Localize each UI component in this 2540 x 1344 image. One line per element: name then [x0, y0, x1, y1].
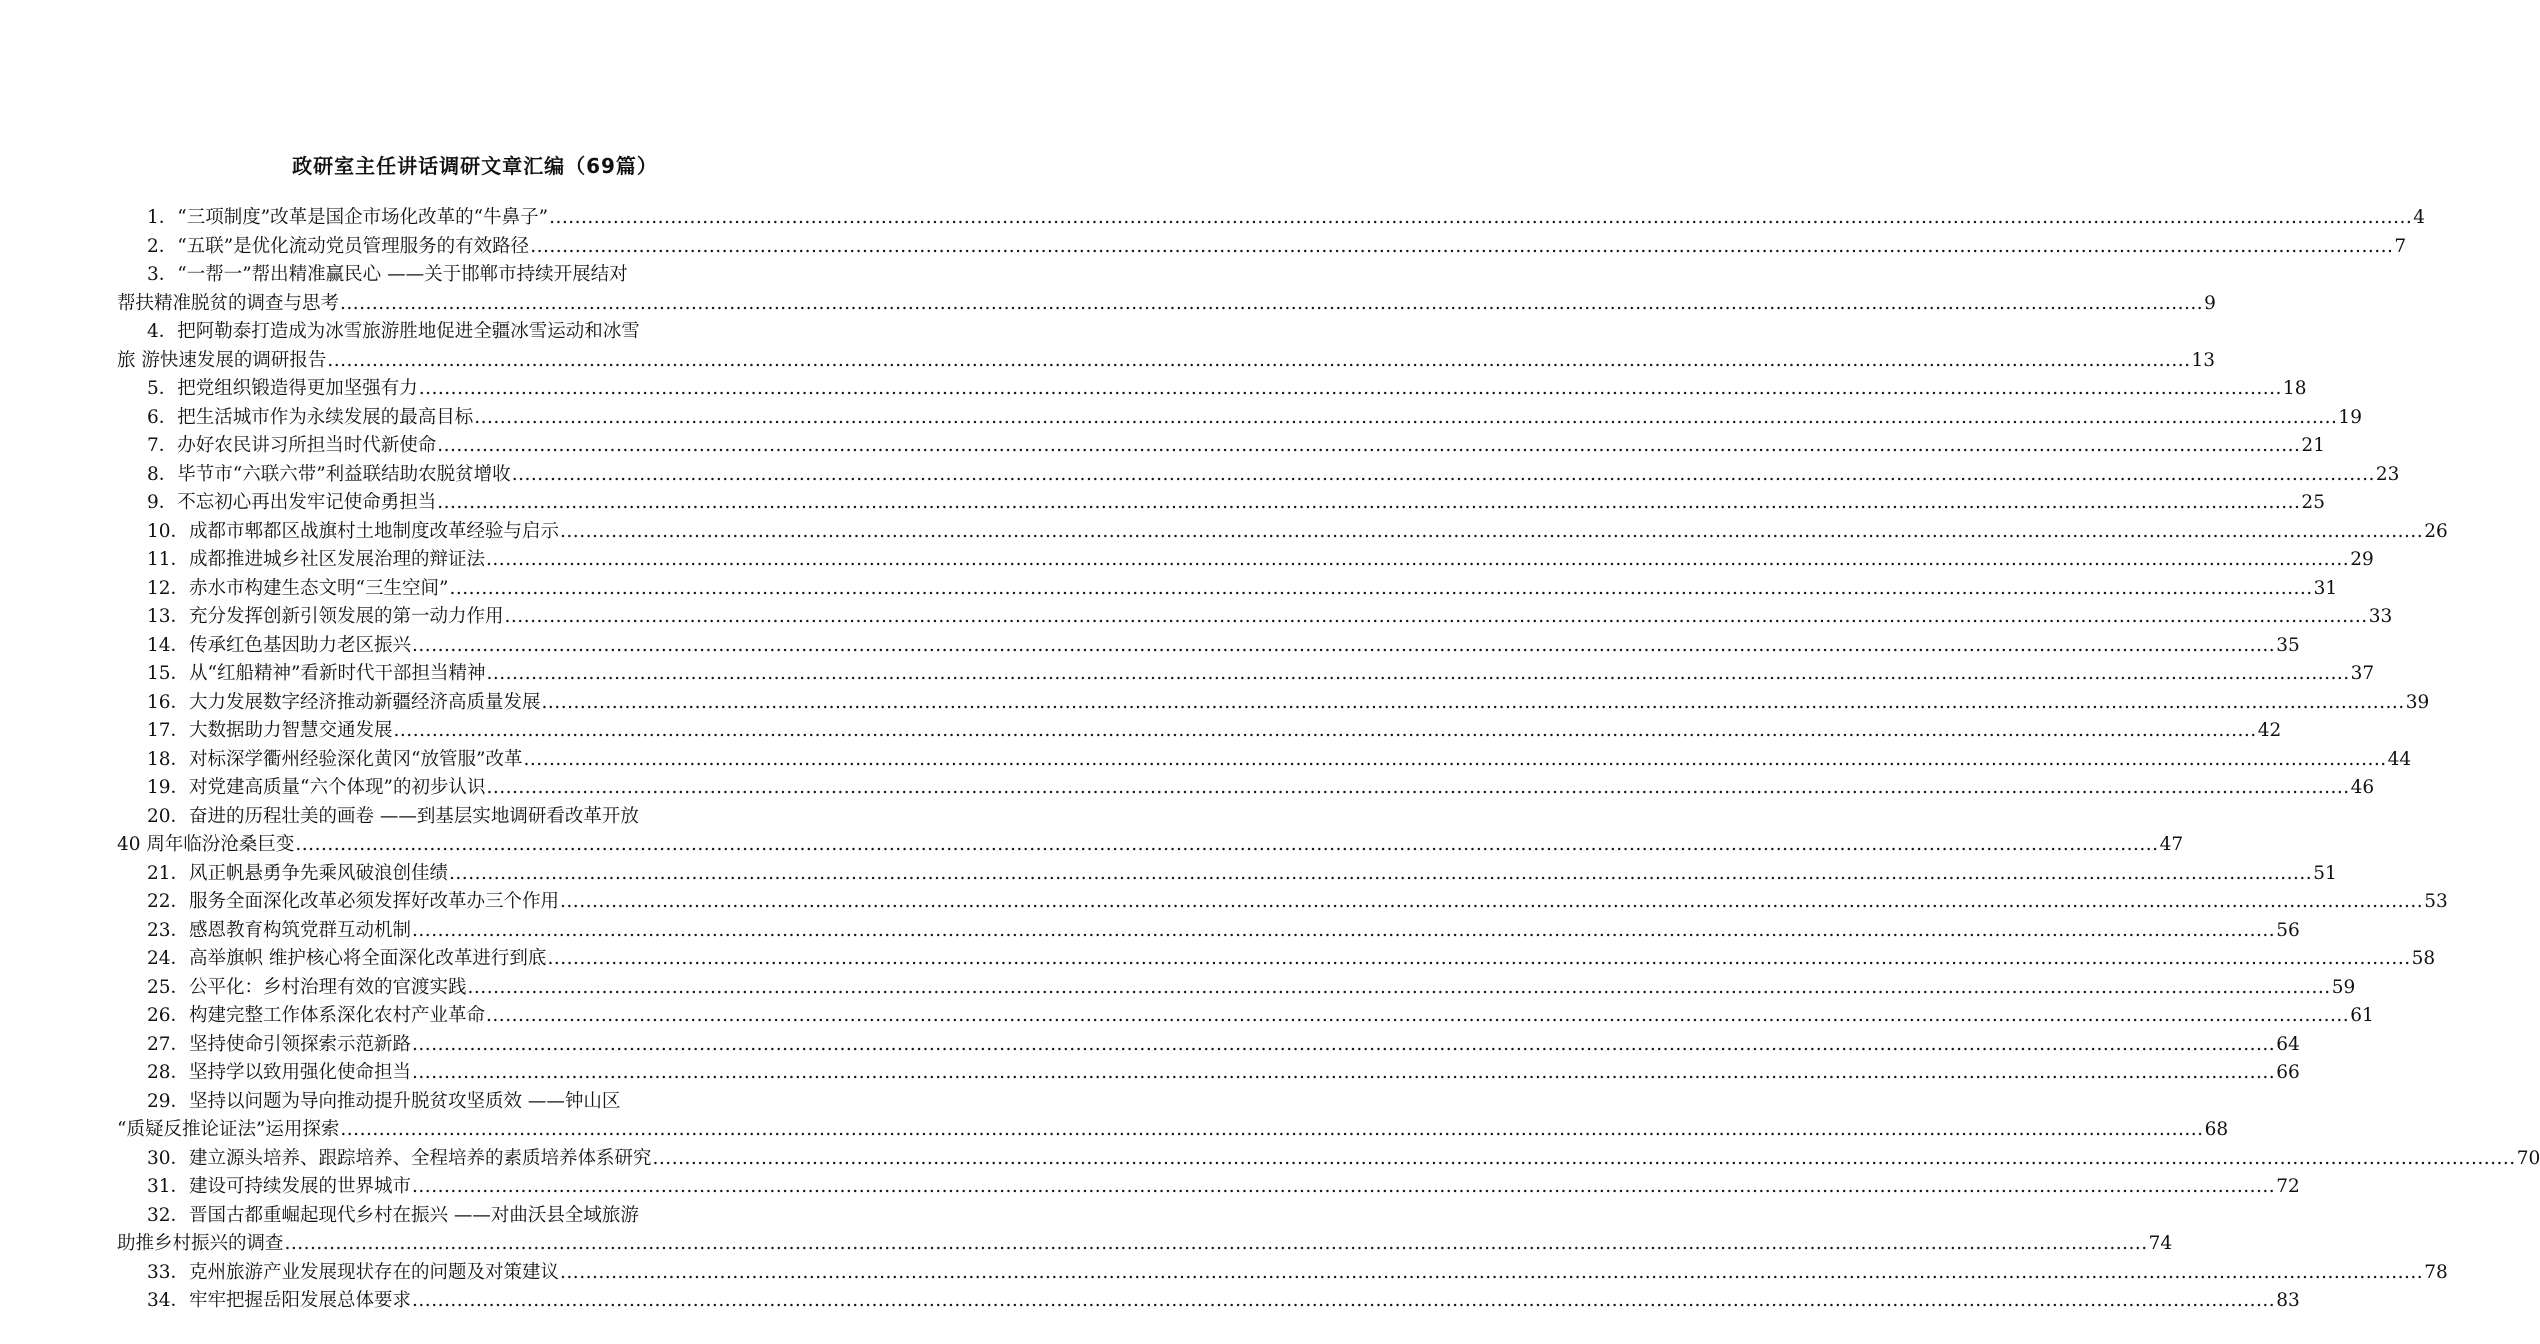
toc-leader-dots — [285, 1230, 2148, 1259]
toc-entry[interactable] — [117, 432, 2325, 461]
toc-page-number: 83 — [2276, 1290, 2300, 1311]
toc-page-number: 33 — [2368, 606, 2393, 627]
toc-page-number: 37 — [2350, 663, 2375, 684]
toc-entry[interactable] — [117, 1002, 2374, 1031]
toc-entry-title: 31．建设可持续发展的世界城市 — [147, 1176, 412, 1197]
toc-leader-dots — [523, 746, 2386, 775]
toc-leader-dots — [437, 432, 2300, 461]
toc-entry-title: 18．对标深学衢州经验深化黄冈“放管服”改革 — [147, 748, 523, 770]
toc-entry-title: 23．感恩教育构筑党群互动机制 — [147, 919, 412, 941]
toc-page-number: 47 — [2159, 834, 2184, 855]
toc-page-number: 31 — [2313, 577, 2338, 599]
toc-page-number: 46 — [2350, 777, 2375, 798]
toc-page-number: 58 — [2411, 948, 2436, 969]
toc-leader-dots — [474, 404, 2337, 433]
toc-entry-title: 7．办好农民讲习所担当时代新使命 — [147, 435, 437, 456]
toc-page-number: 23 — [2375, 463, 2400, 485]
toc-entry-first-line: 32．晋国古都重崛起现代乡村在振兴 ——对曲沃县全域旅游 — [147, 1204, 639, 1226]
toc-entry-title: 6．把生活城市作为永续发展的最高目标 — [147, 406, 474, 428]
toc-entry[interactable] — [117, 803, 2184, 860]
toc-leader-dots — [542, 689, 2405, 718]
toc-leader-dots — [468, 974, 2331, 1003]
toc-page-number: 44 — [2387, 748, 2412, 770]
toc-page-number: 51 — [2313, 862, 2337, 884]
toc-entry[interactable] — [117, 204, 2426, 233]
toc-entry-first-line: 20．奋进的历程壮美的画卷 ——到基层实地调研看改革开放 — [147, 805, 639, 827]
toc-page-number: 7 — [2394, 235, 2407, 257]
toc-entry[interactable] — [117, 575, 2338, 604]
toc-leader-dots — [327, 347, 2190, 376]
toc-entry-title: 旅 游快速发展的调研报告 — [117, 349, 327, 371]
toc-entry-title: 8．毕节市“六联六带”利益联结助农脱贫增收 — [147, 463, 511, 485]
document-title: 政研室主任讲话调研文章汇编（69篇） — [292, 154, 658, 178]
toc-entry-title: 9．不忘初心再出发牢记使命勇担当 — [147, 492, 437, 513]
toc-leader-dots — [560, 1259, 2423, 1288]
toc-entry-title: 26．构建完整工作体系深化农村产业革命 — [147, 1005, 486, 1026]
toc-leader-dots — [412, 1173, 2275, 1202]
toc-entry[interactable] — [117, 774, 2375, 803]
toc-page-number: 53 — [2424, 891, 2448, 912]
toc-entry[interactable] — [117, 746, 2412, 775]
toc-leader-dots — [412, 1031, 2275, 1060]
toc-page-number: 68 — [2204, 1119, 2229, 1140]
toc-entry-title: 19．对党建高质量“六个体现”的初步认识 — [147, 777, 486, 798]
toc-leader-dots — [549, 204, 2412, 233]
toc-entry[interactable] — [117, 375, 2307, 404]
toc-entry-title: 28．坚持学以致用强化使命担当 — [147, 1062, 412, 1083]
toc-entry-title: 1．“三项制度”改革是国企市场化改革的“牛鼻子” — [147, 207, 549, 228]
toc-leader-dots — [412, 1059, 2275, 1088]
toc-page-number: 74 — [2148, 1233, 2173, 1254]
toc-leader-dots — [412, 1287, 2275, 1316]
toc-entry[interactable] — [117, 632, 2300, 661]
toc-entry[interactable] — [117, 717, 2282, 746]
toc-leader-dots — [394, 717, 2257, 746]
toc-entry[interactable] — [117, 1259, 2448, 1288]
toc-leader-dots — [512, 461, 2375, 490]
toc-page-number: 29 — [2350, 549, 2374, 570]
toc-entry[interactable] — [117, 1202, 2173, 1259]
toc-leader-dots — [530, 233, 2393, 262]
toc-entry[interactable] — [117, 1059, 2300, 1088]
toc-page-number: 18 — [2282, 378, 2307, 399]
toc-page-number: 66 — [2276, 1062, 2300, 1083]
toc-leader-dots — [505, 603, 2368, 632]
toc-entry[interactable] — [117, 461, 2400, 490]
toc-entry-title: 14．传承红色基因助力老区振兴 — [147, 634, 412, 656]
toc-leader-dots — [449, 860, 2312, 889]
toc-entry[interactable] — [117, 660, 2375, 689]
toc-leader-dots — [486, 546, 2349, 575]
table-of-contents — [117, 204, 2540, 1316]
toc-entry-first-line: 3．“一帮一”帮出精准赢民心 ——关于邯郸市持续开展结对 — [147, 264, 628, 285]
toc-entry-title: 30．建立源头培养、跟踪培养、全程培养的素质培养体系研究 — [147, 1147, 652, 1169]
toc-leader-dots — [419, 375, 2282, 404]
toc-page-number: 26 — [2424, 520, 2448, 542]
toc-entry-title: 11．成都推进城乡社区发展治理的辩证法 — [147, 549, 486, 570]
toc-entry-title: 33．克州旅游产业发展现状存在的问题及对策建议 — [147, 1261, 560, 1283]
toc-entry-title: 27．坚持使命引领探索示范新路 — [147, 1033, 412, 1055]
toc-entry[interactable] — [117, 689, 2430, 718]
toc-leader-dots — [437, 489, 2300, 518]
toc-entry[interactable] — [117, 546, 2374, 575]
toc-entry[interactable] — [117, 974, 2356, 1003]
toc-entry[interactable] — [117, 917, 2300, 946]
toc-page-number: 25 — [2301, 492, 2325, 513]
toc-entry[interactable] — [117, 1088, 2229, 1145]
toc-page-number: 70 — [2516, 1147, 2540, 1169]
toc-entry-title: 2．“五联”是优化流动党员管理服务的有效路径 — [147, 235, 530, 257]
toc-entry-title: 21．风正帆悬勇争先乘风破浪创佳绩 — [147, 862, 449, 884]
toc-entry-first-line: 29．坚持以问题为导向推动提升脱贫攻坚质效 ——钟山区 — [147, 1090, 621, 1112]
toc-page-number: 72 — [2276, 1176, 2300, 1197]
toc-leader-dots — [295, 831, 2158, 860]
toc-entry-title: 16．大力发展数字经济推动新疆经济高质量发展 — [147, 691, 541, 713]
toc-entry-title: 帮扶精准脱贫的调查与思考 — [117, 292, 340, 314]
toc-leader-dots — [653, 1145, 2516, 1174]
toc-entry[interactable] — [117, 860, 2337, 889]
toc-entry-title: 助推乡村振兴的调查 — [117, 1233, 284, 1254]
toc-entry[interactable] — [117, 1031, 2300, 1060]
toc-leader-dots — [340, 290, 2203, 319]
toc-page-number: 61 — [2350, 1005, 2374, 1026]
toc-entry[interactable] — [117, 489, 2325, 518]
toc-entry[interactable] — [117, 1287, 2300, 1316]
toc-page-number: 4 — [2413, 207, 2426, 228]
toc-entry[interactable] — [117, 261, 2216, 318]
toc-leader-dots — [449, 575, 2312, 604]
toc-entry-first-line: 4．把阿勒泰打造成为冰雪旅游胜地促进全疆冰雪运动和冰雪 — [147, 321, 640, 342]
toc-page-number: 21 — [2301, 435, 2325, 456]
toc-entry[interactable] — [117, 318, 2216, 375]
toc-page-number: 78 — [2424, 1261, 2448, 1283]
toc-entry[interactable] — [117, 233, 2407, 262]
toc-leader-dots — [412, 917, 2275, 946]
toc-entry-title: 10．成都市郫都区战旗村土地制度改革经验与启示 — [147, 520, 560, 542]
toc-leader-dots — [486, 774, 2349, 803]
toc-entry-title: 34．牢牢把握岳阳发展总体要求 — [147, 1290, 412, 1311]
toc-leader-dots — [486, 660, 2349, 689]
toc-entry-title: 25．公平化：乡村治理有效的官渡实践 — [147, 976, 467, 998]
toc-leader-dots — [560, 518, 2423, 547]
toc-entry-title: 12．赤水市构建生态文明“三生空间” — [147, 577, 449, 599]
toc-page-number: 9 — [2204, 292, 2216, 314]
toc-entry[interactable] — [117, 518, 2448, 547]
toc-page-number: 64 — [2276, 1033, 2300, 1055]
toc-entry[interactable] — [117, 603, 2393, 632]
toc-page-number: 42 — [2257, 720, 2282, 741]
toc-page-number: 56 — [2276, 919, 2300, 941]
toc-entry-title: 15．从“红船精神”看新时代干部担当精神 — [147, 663, 486, 684]
toc-entry-title: 17．大数据助力智慧交通发展 — [147, 720, 393, 741]
toc-entry-title: 40 周年临汾沧桑巨变 — [117, 834, 295, 855]
toc-entry[interactable] — [117, 945, 2436, 974]
toc-page-number: 19 — [2338, 406, 2362, 428]
toc-entry-title: 24．高举旗帜 维护核心将全面深化改革进行到底 — [147, 948, 547, 969]
toc-leader-dots — [340, 1116, 2203, 1145]
toc-entry[interactable] — [117, 1145, 2540, 1174]
toc-entry[interactable] — [117, 888, 2448, 917]
toc-leader-dots — [560, 888, 2423, 917]
toc-entry-title: 5．把党组织锻造得更加坚强有力 — [147, 378, 418, 399]
toc-leader-dots — [412, 632, 2275, 661]
toc-entry[interactable] — [117, 404, 2362, 433]
toc-entry-title: “质疑反推论证法”运用探索 — [117, 1119, 340, 1140]
toc-page-number: 39 — [2405, 691, 2430, 713]
toc-leader-dots — [486, 1002, 2349, 1031]
toc-entry-title: 22．服务全面深化改革必须发挥好改革办三个作用 — [147, 891, 560, 912]
toc-page-number: 13 — [2191, 349, 2216, 371]
toc-entry[interactable] — [117, 1173, 2300, 1202]
toc-page-number: 35 — [2276, 634, 2300, 656]
toc-page-number: 59 — [2331, 976, 2356, 998]
toc-leader-dots — [547, 945, 2410, 974]
toc-entry-title: 13．充分发挥创新引领发展的第一动力作用 — [147, 606, 504, 627]
